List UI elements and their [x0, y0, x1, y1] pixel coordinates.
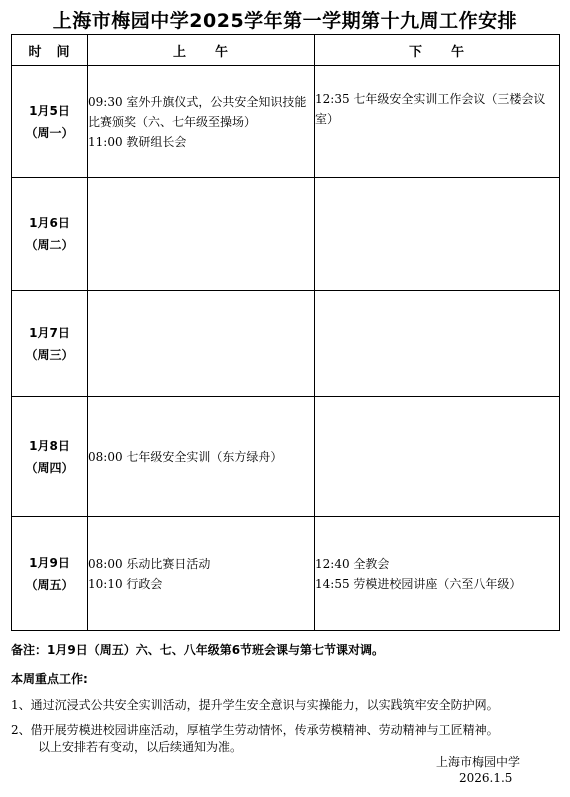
schedule-item: 12:35 七年级安全实训工作会议（三楼会议室） — [315, 91, 546, 126]
schedule-table — [11, 34, 560, 631]
day-cell-tue — [12, 178, 88, 291]
day-cell-wed — [12, 291, 88, 397]
schedule-item: 08:00 乐动比赛日活动 — [88, 556, 211, 571]
day-date: 1月9日 — [29, 555, 70, 570]
header-time: 时 间 — [12, 35, 88, 66]
day-date: 1月6日 — [29, 216, 70, 230]
table-row — [12, 66, 560, 178]
morning-cell-mon — [88, 66, 315, 178]
remark: 备注：1月9日（周五）六、七、八年级第6节班会课与第七节课对调。 — [11, 643, 385, 657]
day-weekday: （周三） — [25, 347, 74, 362]
day-cell-thu — [12, 397, 88, 517]
afternoon-cell-tue — [315, 178, 560, 291]
table-row — [12, 517, 560, 631]
schedule-item: 14:55 劳模进校园讲座（六至八年级） — [315, 576, 522, 591]
day-weekday: （周一） — [25, 125, 74, 140]
morning-cell-fri — [88, 517, 315, 631]
day-date: 1月7日 — [29, 325, 70, 340]
morning-cell-wed — [88, 291, 315, 397]
signature-org: 上海市梅园中学 — [436, 755, 521, 769]
day-cell-fri — [12, 517, 88, 631]
morning-cell-tue — [88, 178, 315, 291]
afternoon-cell-mon — [315, 66, 560, 178]
morning-cell-thu — [88, 397, 315, 517]
focus-item: 2、借开展劳模进校园讲座活动，厚植学生劳动情怀，传承劳模精神、劳动精神与工匠精神。 — [11, 723, 499, 737]
schedule-item: 08:00 七年级安全实训（东方绿舟） — [88, 449, 283, 464]
day-date: 1月5日 — [29, 103, 70, 118]
table-row — [12, 178, 560, 291]
focus-title: 本周重点工作: — [11, 672, 88, 686]
header-afternoon: 下 午 — [315, 35, 560, 66]
page-title: 上海市梅园中学2025学年第一学期第十九周工作安排 — [52, 10, 518, 32]
day-weekday: （周五） — [25, 577, 74, 592]
change-note: 以上安排若有变动，以后续通知为准。 — [38, 740, 243, 754]
table-row — [12, 397, 560, 517]
header-morning: 上 午 — [88, 35, 315, 66]
day-cell-mon — [12, 66, 88, 178]
focus-item: 1、通过沉浸式公共安全实训活动，提升学生安全意识与实操能力，以实践筑牢安全防护网。 — [11, 698, 499, 712]
schedule-item: 10:10 行政会 — [88, 576, 163, 591]
signature-date: 2026.1.5 — [459, 771, 513, 785]
afternoon-cell-fri — [315, 517, 560, 631]
day-weekday: （周四） — [25, 460, 74, 475]
day-date: 1月8日 — [29, 438, 70, 453]
schedule-item: 12:40 全教会 — [315, 556, 390, 571]
afternoon-cell-thu — [315, 397, 560, 517]
schedule-item: 11:00 教研组长会 — [88, 134, 187, 149]
table-header-row — [12, 35, 560, 66]
afternoon-cell-wed — [315, 291, 560, 397]
day-weekday: （周二） — [25, 238, 74, 252]
table-row — [12, 291, 560, 397]
schedule-item: 09:30 室外升旗仪式，公共安全知识技能比赛颁奖（六、七年级至操场） — [88, 94, 307, 129]
